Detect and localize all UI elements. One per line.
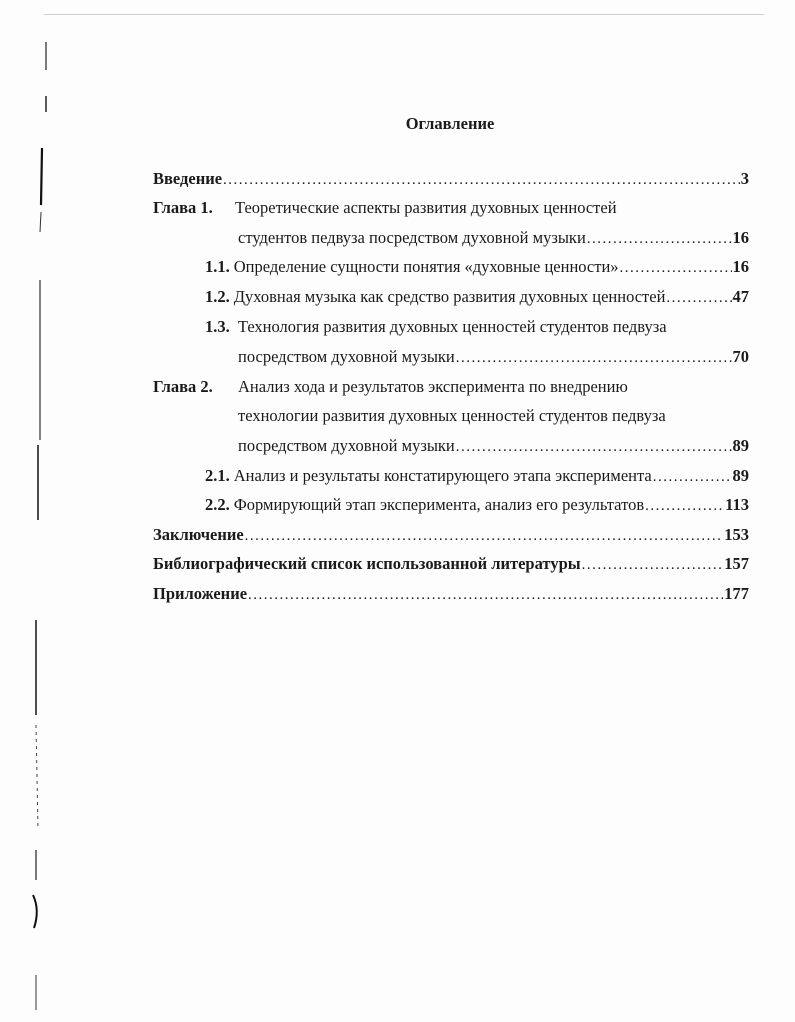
toc-chapter-2-title-line2: технологии развития духовных ценностей студентов педвуза bbox=[238, 406, 666, 425]
toc-entry-label: Определение сущности понятия «духовные ценности» bbox=[233, 257, 619, 276]
toc-entry-bibliography[interactable] bbox=[153, 553, 749, 575]
toc-section-number: 1.2. bbox=[205, 287, 230, 306]
toc-leader bbox=[666, 287, 731, 309]
toc-entry-section-1-1[interactable] bbox=[205, 256, 749, 278]
toc-entry-label: Приложение bbox=[153, 584, 248, 603]
toc-leader bbox=[248, 584, 723, 606]
toc-page-number: 153 bbox=[724, 525, 749, 544]
toc-leader bbox=[223, 169, 740, 191]
toc-entry-label: Введение bbox=[153, 169, 223, 188]
toc-page-number: 89 bbox=[732, 436, 749, 455]
toc-chapter-number: Глава 1. bbox=[153, 198, 213, 217]
toc-entry-label: Анализ и результаты констатирующего этапа эксперимента bbox=[233, 466, 652, 485]
toc-chapter-1-title-line1: Теоретические аспекты развития духовных ценностей bbox=[235, 198, 617, 217]
toc-chapter-2-title-line1: Анализ хода и результатов эксперимента по внедрению bbox=[238, 377, 628, 396]
toc-chapter-2-heading bbox=[153, 376, 213, 398]
toc-page-number: 3 bbox=[740, 169, 749, 188]
toc-leader bbox=[645, 495, 724, 517]
toc-entry-section-1-2[interactable] bbox=[205, 286, 749, 308]
toc-entry-label: Духовная музыка как средство развития духовных ценностей bbox=[233, 287, 666, 306]
toc-page-number: 157 bbox=[724, 554, 749, 573]
toc-page-number: 89 bbox=[732, 466, 749, 485]
toc-chapter-number: Глава 2. bbox=[153, 377, 213, 396]
toc-page-number: 177 bbox=[724, 584, 749, 603]
toc-section-number: 2.2. bbox=[205, 495, 230, 514]
toc-leader bbox=[456, 436, 732, 458]
toc-entry-label: Библиографический список использованной литературы bbox=[153, 554, 581, 573]
toc-leader bbox=[582, 554, 724, 576]
toc-section-1-3-title-line1: Технология развития духовных ценностей студентов педвуза bbox=[237, 317, 667, 336]
toc-page-number: 113 bbox=[725, 495, 749, 514]
toc-entry-section-2-2[interactable] bbox=[205, 494, 749, 516]
page-title: Оглавление bbox=[405, 114, 495, 133]
toc-entry-label: студентов педвуза посредством духовной музыки bbox=[238, 228, 586, 247]
toc-section-number: 2.1. bbox=[205, 466, 230, 485]
toc-leader bbox=[620, 257, 732, 279]
toc-leader bbox=[587, 228, 732, 250]
toc-entry-conclusion[interactable] bbox=[153, 524, 749, 546]
toc-entry-label: посредством духовной музыки bbox=[238, 347, 455, 366]
toc-leader bbox=[653, 466, 732, 488]
toc-page-number: 16 bbox=[732, 228, 749, 247]
toc-entry-intro[interactable] bbox=[153, 168, 749, 190]
toc-leader bbox=[245, 525, 724, 547]
toc-entry-appendix[interactable] bbox=[153, 583, 749, 605]
toc-page-number: 47 bbox=[732, 287, 749, 306]
toc-section-1-3-heading bbox=[205, 316, 667, 338]
toc-entry-section-2-1[interactable] bbox=[205, 465, 749, 487]
toc-entry-label: посредством духовной музыки bbox=[238, 436, 455, 455]
toc-section-number: 1.1. bbox=[205, 257, 230, 276]
toc-page-number: 16 bbox=[732, 257, 749, 276]
toc-entry-label: Формирующий этап эксперимента, анализ его результатов bbox=[233, 495, 645, 514]
toc-chapter-1-heading bbox=[153, 197, 213, 219]
toc-entry-chapter-2[interactable] bbox=[238, 435, 749, 457]
toc-entry-label: Заключение bbox=[153, 525, 244, 544]
toc-entry-section-1-3[interactable] bbox=[238, 346, 749, 368]
toc-leader bbox=[456, 347, 732, 369]
toc-entry-chapter-1[interactable] bbox=[238, 227, 749, 249]
toc-section-number: 1.3. bbox=[205, 317, 230, 336]
toc-page-number: 70 bbox=[732, 347, 749, 366]
